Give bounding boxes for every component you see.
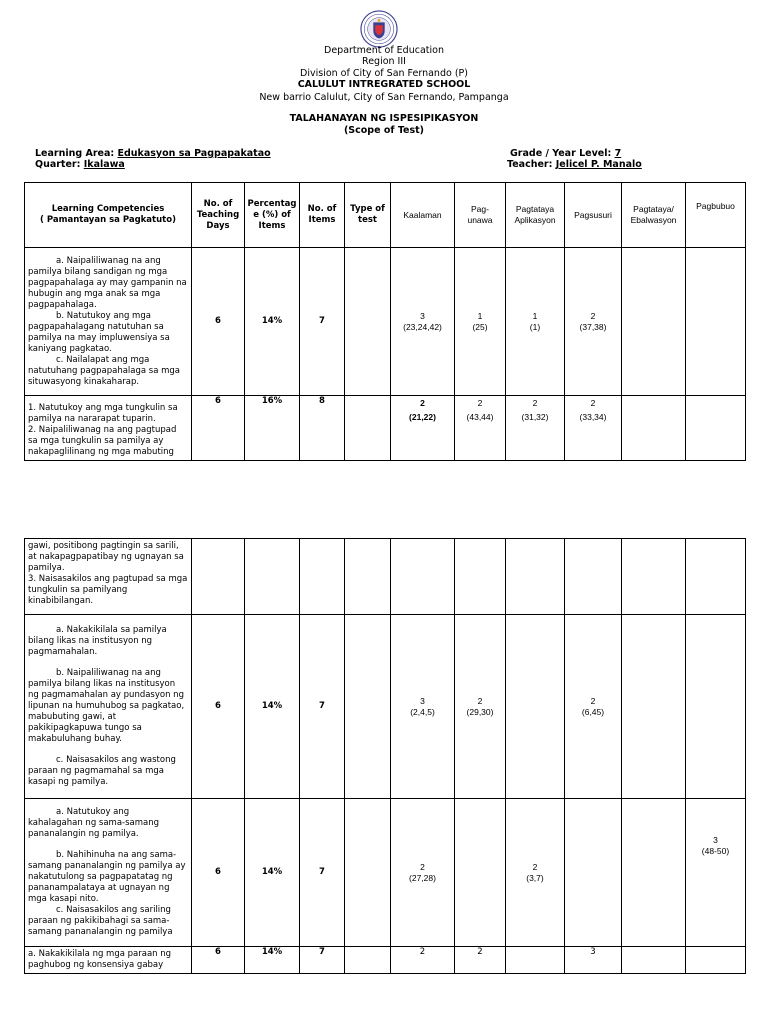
- col-teaching-days: [192, 183, 245, 248]
- competency-c: c. Nailalapat ang mga: [56, 354, 150, 365]
- grade-level: [510, 148, 621, 160]
- deped-seal-logo: [360, 10, 398, 48]
- pagsusuri-cell: [565, 396, 622, 461]
- competency-cell: [25, 539, 192, 615]
- item-numbers: (23,24,42): [403, 321, 442, 332]
- percentage-cell: 14%: [245, 615, 300, 799]
- competency-b: b. Naipaliliwanag na ang: [56, 668, 161, 678]
- item-numbers: (25): [472, 321, 488, 332]
- pagbubuo-cell: [686, 539, 746, 615]
- teaching-days-cell: 6: [192, 947, 245, 974]
- aplikasyon-cell: [506, 947, 565, 974]
- col-days-line3: Days: [206, 220, 230, 231]
- percentage-cell: 14%: [245, 799, 300, 947]
- competency-2: 2. Naipaliliwanag na ang pagtupad sa mga tungkulin sa pamilya ay nakapaglilinang ng mga mabuting: [28, 425, 177, 457]
- percentage-cell: 16%: [245, 396, 300, 461]
- col-no-of-items: [300, 183, 345, 248]
- specification-table-page-2: [24, 538, 746, 974]
- col-type-line2: test: [358, 215, 377, 225]
- percentage-cell: 14%: [245, 947, 300, 974]
- count: 2: [477, 398, 483, 408]
- item-numbers: (27,28): [409, 872, 436, 883]
- type-cell: [345, 396, 391, 461]
- count: 2: [532, 861, 538, 872]
- document-title: TALAHANAYAN NG ISPESIPIKASYON: [289, 113, 479, 124]
- table-row: [25, 248, 746, 396]
- pag-unawa-cell: [455, 799, 506, 947]
- item-numbers: (21,22): [409, 412, 436, 422]
- item-numbers: (37,38): [579, 321, 607, 332]
- type-cell: [345, 947, 391, 974]
- ebalwasyon-cell: [622, 539, 686, 615]
- grade-level-value: 7: [614, 148, 622, 159]
- item-numbers: (43,44): [466, 412, 494, 422]
- ebalwasyon-cell: [622, 615, 686, 799]
- items-cell: 7: [300, 947, 345, 974]
- type-cell: [345, 539, 391, 615]
- competency-cell: [25, 799, 192, 947]
- type-cell: [345, 248, 391, 396]
- competency-a: a. Naipaliliwanag na ang: [56, 255, 161, 266]
- competency-cell: [25, 396, 192, 461]
- teaching-days-cell: 6: [192, 615, 245, 799]
- count: 2: [477, 695, 483, 706]
- aplikasyon-cell: [506, 248, 565, 396]
- pagsusuri-cell: [565, 799, 622, 947]
- kaalaman-cell: [391, 539, 455, 615]
- item-numbers: (31,32): [521, 412, 549, 422]
- competency-c: c. Naisasakilos ang wastong: [56, 755, 176, 765]
- dept-name: Department of Education: [324, 45, 444, 56]
- items-cell: 8: [300, 396, 345, 461]
- col-learning-competencies: [25, 183, 192, 248]
- count: 2: [590, 695, 596, 706]
- count: 2: [420, 398, 425, 408]
- col-pct-line2: e (%) of: [253, 209, 291, 220]
- col-lc-line2: ( Pamantayan sa Pagkatuto): [40, 215, 176, 225]
- pagbubuo-cell: [686, 396, 746, 461]
- competency-c-cont: paraan ng pakikibahagi sa sama-samang pananalangin ng pamilya: [28, 916, 173, 937]
- competency-3: 3. Naisasakilos ang pagtupad sa mga tungkulin sa pamilyang kinabibilangan.: [28, 574, 188, 606]
- ebalwasyon-cell: [622, 947, 686, 974]
- col-eval-line1: Pagtataya/: [633, 204, 674, 214]
- school-name: CALULUT INTREGRATED SCHOOL: [297, 79, 471, 90]
- item-numbers: (1): [529, 321, 541, 332]
- col-pag-unawa: [455, 183, 506, 248]
- col-days-line2: Teaching: [196, 209, 240, 220]
- col-type-line1: Type of: [350, 204, 385, 214]
- aplikasyon-cell: [506, 539, 565, 615]
- item-numbers: (2,4,5): [410, 706, 435, 717]
- items-cell: 7: [300, 615, 345, 799]
- table-row: [25, 396, 746, 461]
- table-row: [25, 615, 746, 799]
- competency-a: a. Natutukoy ang: [56, 807, 130, 817]
- competency-cont: gawi, positibong pagtingin sa sarili, at nakapagpapatibay ng ugnayan sa pamilya.: [28, 541, 184, 573]
- count: 2: [590, 398, 596, 408]
- count: 1: [477, 310, 483, 321]
- table-row: [25, 799, 746, 947]
- col-lc-line1: Learning Competencies: [51, 204, 165, 214]
- competency-a-cont: bilang likas na institusyon ng pagmamahalan.: [28, 636, 153, 657]
- competency-b-cont: samang pananalangin ng pamilya ay nakatutulong sa pagpapatatag ng pananampalataya at ugnayan ng mga kasapi nito.: [28, 861, 186, 904]
- pag-unawa-cell: 2: [455, 947, 506, 974]
- school-address: New barrio Calulut, City of San Fernando, Pampanga: [259, 92, 509, 103]
- items-cell: [300, 539, 345, 615]
- teaching-days-cell: [192, 539, 245, 615]
- item-numbers: (33,34): [579, 412, 607, 422]
- col-pag-line1: Pag-: [471, 204, 489, 214]
- col-pagtataya-ebalwasyon: [622, 183, 686, 248]
- col-items-line2: Items: [308, 215, 336, 225]
- count: 3: [420, 310, 425, 321]
- division: Division of City of San Fernando (P): [300, 68, 468, 79]
- pagbubuo-cell: [686, 248, 746, 396]
- pagbubuo-cell: [686, 799, 746, 947]
- teacher: [507, 159, 642, 171]
- col-pag-line2: unawa: [467, 215, 493, 225]
- competency-cell: a. Nakakikilala ng mga paraan ng paghubog ng konsensiya gabay: [25, 947, 192, 974]
- col-type-of-test: [345, 183, 391, 248]
- count: 3: [420, 695, 425, 706]
- aplikasyon-cell: [506, 799, 565, 947]
- kaalaman-cell: [391, 615, 455, 799]
- learning-area: [35, 148, 271, 160]
- quarter: [35, 159, 125, 171]
- quarter-label: Quarter:: [35, 159, 81, 170]
- ebalwasyon-cell: [622, 799, 686, 947]
- region: Region III: [362, 56, 406, 67]
- competency-1: 1. Natutukoy ang mga tungkulin sa pamilya na nararapat tuparin.: [28, 403, 178, 424]
- kaalaman-cell: 2: [391, 947, 455, 974]
- ebalwasyon-cell: [622, 396, 686, 461]
- count: 2: [420, 861, 425, 872]
- aplikasyon-cell: [506, 615, 565, 799]
- col-pagsusuri: Pagsusuri: [565, 183, 622, 248]
- item-numbers: (6,45): [581, 706, 605, 717]
- percentage-cell: 14%: [245, 248, 300, 396]
- items-cell: 7: [300, 799, 345, 947]
- col-pagbubuo: Pagbubuo: [686, 183, 746, 248]
- competency-a-cont: pamilya bilang sandigan ng mga pagpapahalaga ay may gampanin na hubugin ang mga anak sa mga pagpapahalaga.: [28, 266, 187, 310]
- learning-area-label: Learning Area:: [35, 148, 115, 159]
- col-pagt-line2: Aplikasyon: [514, 215, 556, 225]
- pag-unawa-cell: [455, 248, 506, 396]
- competency-c-cont: natutuhang pagpapahalaga sa mga situwasyong kinakaharap.: [28, 365, 181, 387]
- col-pagtataya-aplikasyon: [506, 183, 565, 248]
- competency-c: c. Naisasakilos ang sariling: [56, 905, 171, 915]
- table-row: [25, 539, 746, 615]
- col-pagt-line1: Pagtataya: [515, 204, 555, 214]
- pagbubuo-cell: [686, 947, 746, 974]
- competency-b: b. Nahihinuha na ang sama-: [56, 850, 177, 860]
- competency-cell: [25, 615, 192, 799]
- type-cell: [345, 799, 391, 947]
- col-pct-line3: Items: [258, 220, 286, 231]
- col-items-line1: No. of: [307, 204, 337, 214]
- teaching-days-cell: 6: [192, 248, 245, 396]
- pagsusuri-cell: [565, 248, 622, 396]
- type-cell: [345, 615, 391, 799]
- competency-a-cont: kahalagahan ng sama-samang pananalangin ng pamilya.: [28, 818, 160, 839]
- learning-area-value: Edukasyon sa Pagpapakatao: [117, 148, 271, 159]
- count: 2: [590, 310, 596, 321]
- count: 3: [713, 835, 718, 845]
- kaalaman-cell: [391, 396, 455, 461]
- teaching-days-cell: 6: [192, 396, 245, 461]
- competency-b-cont: pamilya bilang likas na institusyon ng pagmamahalan ay pundasyon ng lipunan na humuhubog sa pagkatao, mabubuting gawi, at pakikipagkapuwa tungo sa makabuluhang buhay.: [28, 679, 185, 744]
- col-percentage: [245, 183, 300, 248]
- pag-unawa-cell: [455, 539, 506, 615]
- competency-c-cont: paraan ng pagmamahal sa mga kasapi ng pamilya.: [28, 766, 164, 787]
- count: 1: [532, 310, 538, 321]
- pag-unawa-cell: [455, 396, 506, 461]
- teacher-value: Jelicel P. Manalo: [555, 159, 642, 170]
- items-cell: 7: [300, 248, 345, 396]
- competency-b-cont: pagpapahalagang natutuhan sa pamilya na may impluwensiya sa kaniyang pagkatao.: [28, 321, 170, 354]
- item-numbers: (3,7): [526, 872, 544, 883]
- teacher-label: Teacher:: [507, 159, 553, 170]
- competency-a: a. Nakakikilala sa pamilya: [56, 625, 167, 635]
- pagbubuo-cell: [686, 615, 746, 799]
- table-row: [25, 947, 746, 974]
- col-eval-line2: Ebalwasyon: [630, 215, 677, 225]
- pagsusuri-cell: 3: [565, 947, 622, 974]
- competency-b: b. Natutukoy ang mga: [56, 310, 151, 321]
- col-kaalaman: Kaalaman: [391, 183, 455, 248]
- grade-level-label: Grade / Year Level:: [510, 148, 612, 159]
- col-pct-line1: Percentag: [247, 198, 297, 209]
- pagsusuri-cell: [565, 539, 622, 615]
- percentage-cell: [245, 539, 300, 615]
- aplikasyon-cell: [506, 396, 565, 461]
- kaalaman-cell: [391, 799, 455, 947]
- table-header-row: [25, 183, 746, 248]
- teaching-days-cell: 6: [192, 799, 245, 947]
- col-days-line1: No. of: [203, 198, 233, 209]
- quarter-value: Ikalawa: [83, 159, 125, 170]
- pagsusuri-cell: [565, 615, 622, 799]
- count: 2: [532, 398, 538, 408]
- specification-table-page-1: [24, 182, 746, 461]
- competency-cell: [25, 248, 192, 396]
- document-subtitle: (Scope of Test): [343, 125, 425, 136]
- item-numbers: (29,30): [466, 706, 494, 717]
- pag-unawa-cell: [455, 615, 506, 799]
- item-numbers: (48-50): [701, 846, 730, 856]
- kaalaman-cell: [391, 248, 455, 396]
- ebalwasyon-cell: [622, 248, 686, 396]
